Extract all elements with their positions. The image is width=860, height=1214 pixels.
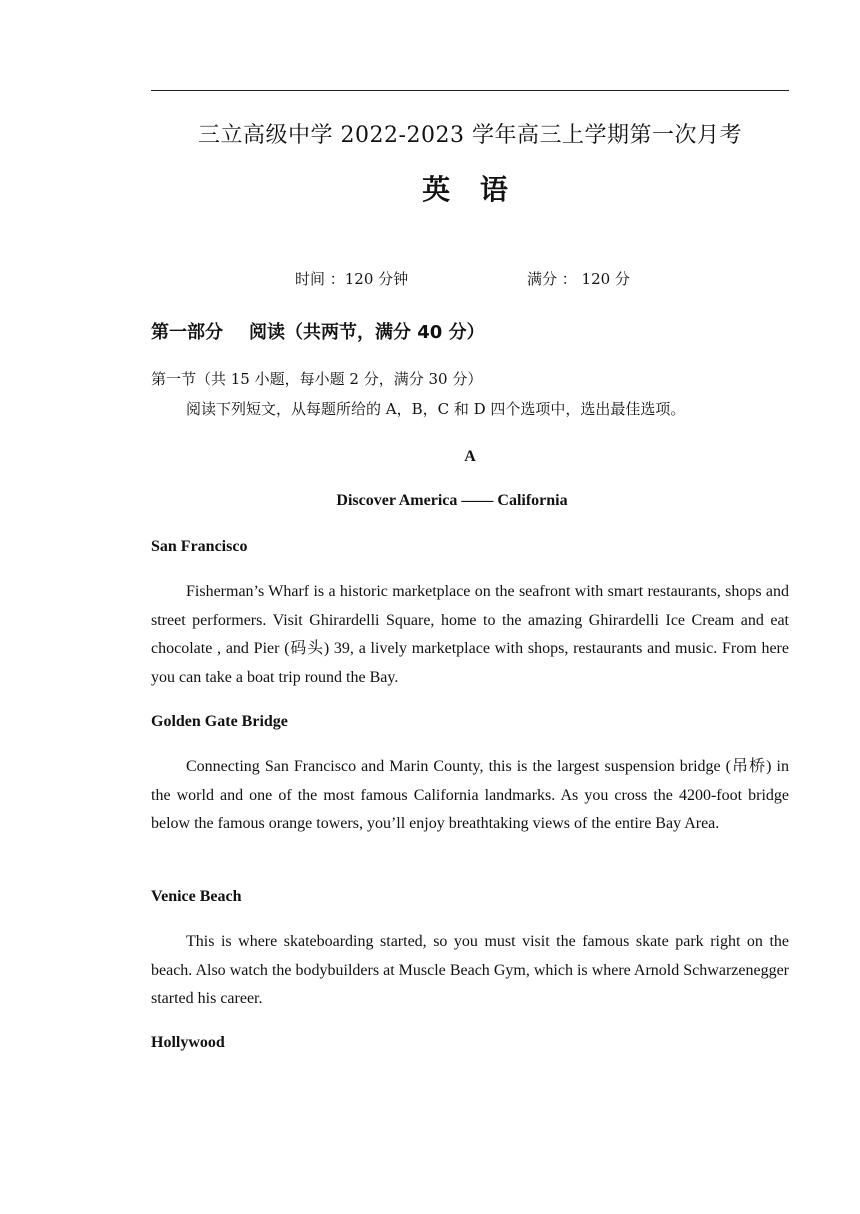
passage-letter: A [464,448,476,465]
section-heading-venice-beach: Venice Beach [151,888,242,905]
part-title-left: 第一部分 [151,322,223,343]
exam-title: 三立高级中学 2022-2023 学年高三上学期第一次月考 [198,123,742,148]
subject-title: 英 语 [422,173,518,206]
section-heading-hollywood: Hollywood [151,1034,225,1051]
instruction: 阅读下列短文，从每题所给的 A，B，C 和 D 四个选项中，选出最佳选项。 [186,400,686,418]
section-line: 第一节（共 15 小题，每小题 2 分，满分 30 分） [151,370,483,388]
section-heading-san-francisco: San Francisco [151,538,248,555]
section-text-venice-beach: This is where skateboarding started, so you must visit the famous skate park right on the beach. Also watch the bodybuilders at Muscle Beach Gym, which is where Arnold Schwarzenegger started his career. [151,933,789,1007]
time-label: 时间 ：120 分钟 [295,270,409,288]
header-rule [151,90,789,91]
part-title-right: 阅读（共两节，满分 40 分） [249,322,485,343]
passage-title: Discover America —— California [336,492,568,509]
section-text-san-francisco: Fisherman’s Wharf is a historic marketplace on the seafront with smart restaurants, shops and street performers. Visit Ghirardelli Square, home to the amazing Ghirardelli Ice Cream and eat chocolate , and Pier (码头) 39, a lively marketplace with shops, restaurants and music. From here you can take a boat trip round the Bay. [151,583,789,686]
score-label: 满分 ： 120 分 [527,270,630,288]
section-text-golden-gate: Connecting San Francisco and Marin County, this is the largest suspension bridge (吊桥) in the world and one of the most famous California landmarks. As you cross the 4200-foot bridge below the famous orange towers, you’ll enjoy breathtaking views of the entire Bay Area. [151,758,789,832]
section-heading-golden-gate: Golden Gate Bridge [151,713,288,730]
part-title [151,318,485,344]
